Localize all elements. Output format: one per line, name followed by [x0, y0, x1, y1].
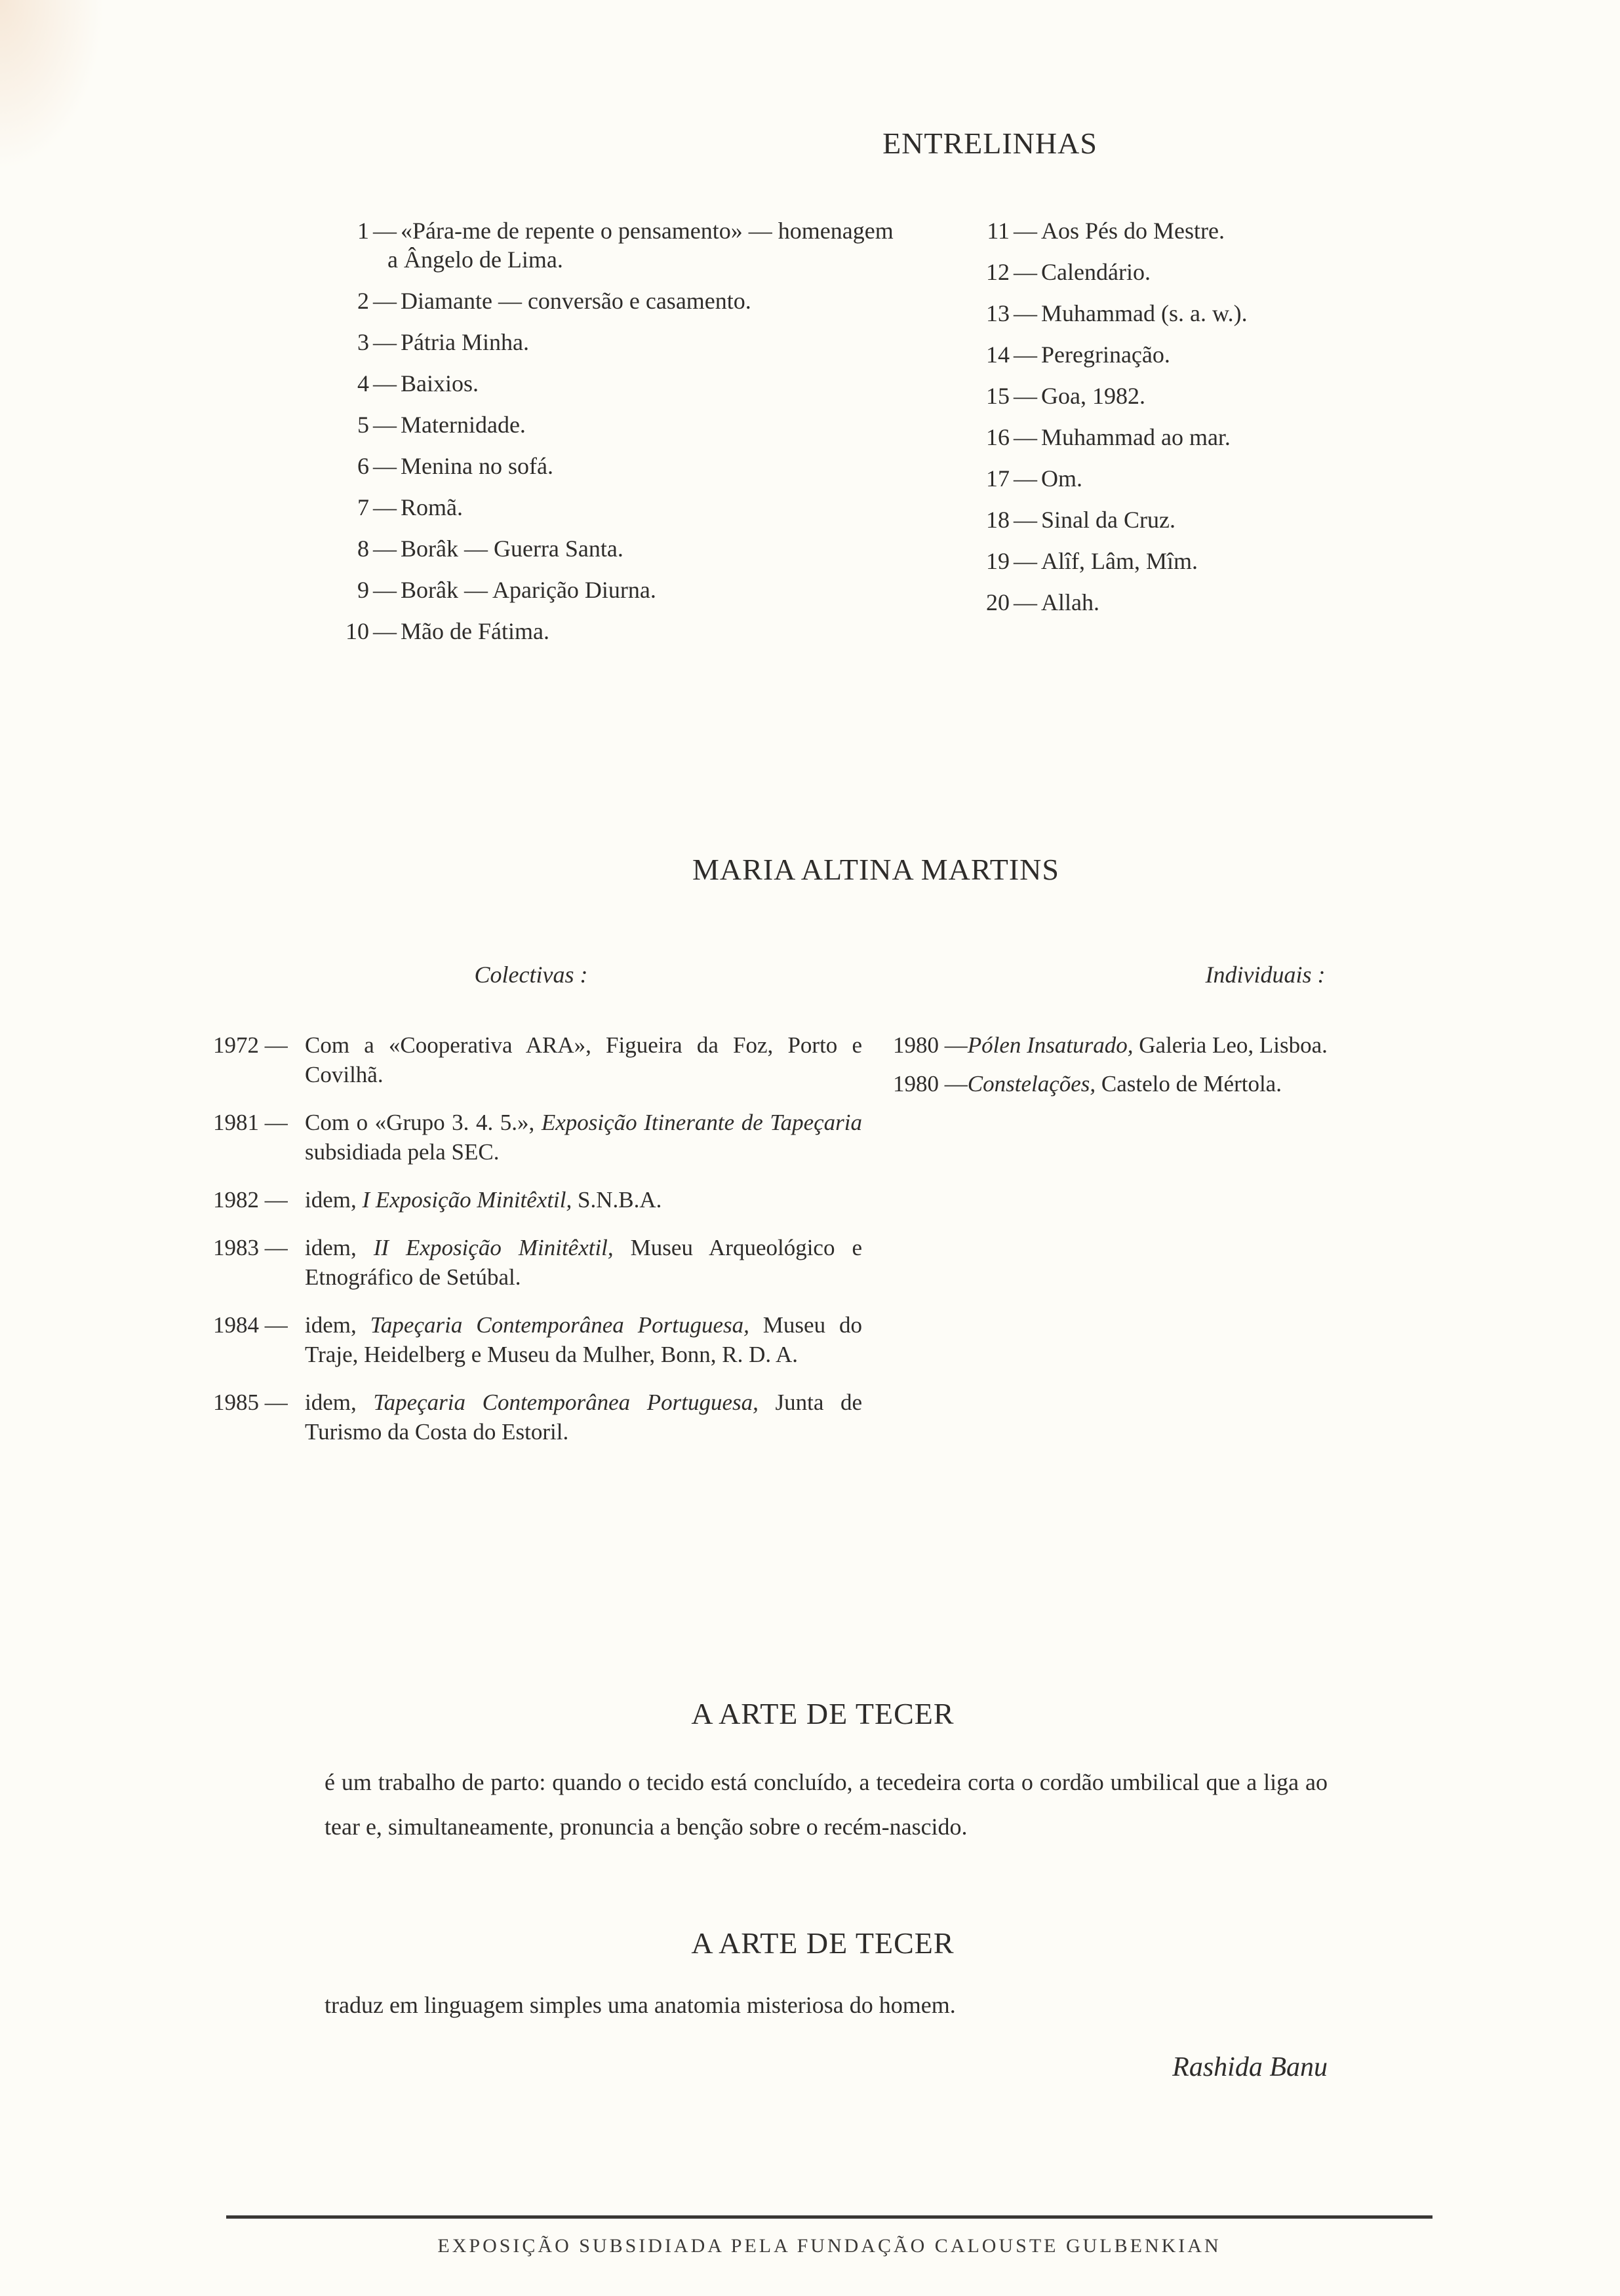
work-item: 12 — Calendário. [986, 259, 1151, 285]
paper-stain [0, 0, 105, 170]
exhibition-entry [213, 1233, 862, 1292]
exhibition-description: Constelações, Castelo de Mértola. [967, 1071, 1282, 1097]
work-item: 9 — Borâk — Aparição Diurna. [357, 577, 656, 603]
exhibition-description: Pólen Insaturado, Galeria Leo, Lisboa. [967, 1032, 1328, 1058]
work-item: 2 — Diamante — conversão e casamento. [357, 288, 751, 314]
exhibition-year: 1983 — [213, 1235, 288, 1260]
work-item: 3 — Pátria Minha. [357, 329, 529, 355]
arte-de-tecer-text-1: é um trabalho de parto: quando o tecido está concluído, a tecedeira corta o cordão umbilical que a liga ao tear e, simultaneamente, pronuncia a benção sobre o recém-nascido. [325, 1769, 1328, 1840]
exhibition-description: Com a «Cooperativa ARA», Figueira da Foz, Porto e Covilhã. [305, 1032, 862, 1087]
exhibition-description: idem, Tapeçaria Contemporânea Portuguesa, Museu do Traje, Heidelberg e Museu da Mulher, Bonn, R. D. A. [305, 1312, 862, 1367]
exhibition-entry [893, 1030, 1431, 1060]
work-item: 18 — Sinal da Cruz. [986, 507, 1175, 533]
signature: Rashida Banu [1172, 2052, 1328, 2082]
footer-credit: EXPOSIÇÃO SUBSIDIADA PELA FUNDAÇÃO CALOUSTE GULBENKIAN [437, 2235, 1221, 2257]
exhibition-entry [213, 1185, 862, 1215]
exhibition-description: idem, Tapeçaria Contemporânea Portuguesa, Junta de Turismo da Costa do Estoril. [305, 1390, 862, 1445]
colectivas-list [213, 1030, 862, 1465]
work-item: 4 — Baixios. [357, 370, 479, 397]
work-item: 19 — Alîf, Lâm, Mîm. [986, 548, 1198, 574]
exhibition-description: Com o «Grupo 3. 4. 5.», Exposição Itinerante de Tapeçaria subsidiada pela SEC. [305, 1110, 863, 1165]
arte-de-tecer-title-1: A ARTE DE TECER [691, 1697, 955, 1730]
entrelinhas-title: ENTRELINHAS [882, 126, 1097, 160]
exhibition-year: 1980 — [893, 1071, 968, 1097]
work-item: 11 — Aos Pés do Mestre. [987, 218, 1225, 244]
work-item: 1 — «Pára-me de repente o pensamento» — homenagem a Ângelo de Lima. [357, 218, 894, 273]
exhibition-year: 1972 — [213, 1032, 288, 1058]
exhibition-year: 1981 — [213, 1110, 288, 1135]
arte-de-tecer-text-2: traduz em linguagem simples uma anatomia misteriosa do homem. [325, 1992, 956, 2018]
exhibition-entry [893, 1069, 1431, 1099]
exhibition-description: idem, I Exposição Minitêxtil, S.N.B.A. [305, 1187, 662, 1213]
exhibition-year: 1985 — [213, 1390, 288, 1415]
work-item: 17 — Om. [986, 465, 1082, 492]
exhibition-year: 1980 — [893, 1032, 968, 1058]
exhibition-year: 1982 — [213, 1187, 288, 1213]
work-item: 16 — Muhammad ao mar. [986, 424, 1231, 450]
work-item: 20 — Allah. [986, 589, 1099, 615]
work-item: 8 — Borâk — Guerra Santa. [357, 535, 623, 562]
artist-name: MARIA ALTINA MARTINS [692, 853, 1059, 886]
work-item: 7 — Romã. [357, 494, 463, 520]
work-item: 15 — Goa, 1982. [986, 383, 1145, 409]
exhibition-entry [213, 1310, 862, 1369]
colectivas-label: Colectivas : [474, 962, 588, 988]
works-list-left [292, 216, 980, 658]
exhibition-entry [213, 1108, 862, 1167]
exhibition-entry [213, 1030, 862, 1089]
work-item: 10 — Mão de Fátima. [346, 618, 549, 644]
work-item: 14 — Peregrinação. [986, 341, 1170, 368]
arte-de-tecer-title-2: A ARTE DE TECER [691, 1926, 955, 1960]
exhibition-description: idem, II Exposição Minitêxtil, Museu Arqueológico e Etnográfico de Setúbal. [305, 1235, 862, 1290]
works-list-right [944, 216, 1403, 629]
exhibition-year: 1984 — [213, 1312, 288, 1338]
exhibition-entry [213, 1388, 862, 1447]
individuais-label: Individuais : [1205, 962, 1326, 988]
work-item: 6 — Menina no sofá. [357, 453, 553, 479]
work-item: 13 — Muhammad (s. a. w.). [986, 300, 1248, 326]
footer-rule [226, 2215, 1432, 2219]
individuais-list [893, 1030, 1431, 1108]
work-item: 5 — Maternidade. [357, 412, 526, 438]
